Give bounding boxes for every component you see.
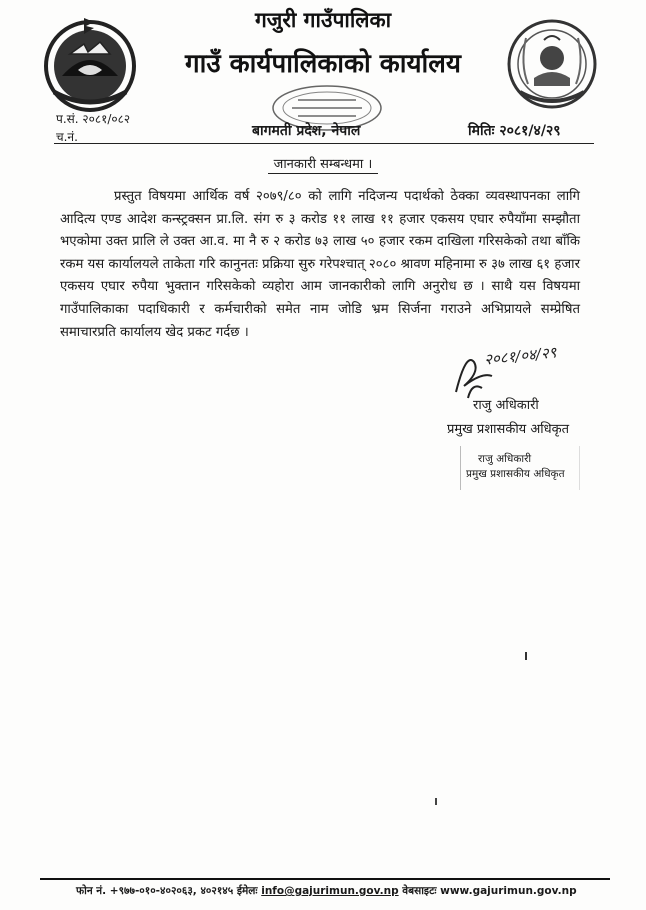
scan-mark bbox=[525, 652, 527, 660]
scan-mark bbox=[435, 798, 437, 805]
stamp-title: प्रमुख प्रशासकीय अधिकृत bbox=[466, 468, 565, 480]
municipality-name: गजुरी गाउँपालिका bbox=[254, 8, 392, 32]
reference-number: प.सं. २०८१/०८२ bbox=[56, 112, 131, 126]
subject-line bbox=[0, 154, 646, 172]
letter-date bbox=[468, 121, 561, 140]
footer-phone: फोन नं. +९७७-०१०-४०२०६३, ४०२१४५ bbox=[76, 885, 234, 897]
footer-divider bbox=[40, 878, 610, 880]
subject-text: जानकारी सम्बन्धमा । bbox=[268, 157, 379, 174]
signer-title: प्रमुख प्रशासकीय अधिकृत bbox=[447, 422, 570, 437]
date-value: २०८१/४/२९ bbox=[499, 123, 561, 139]
footer-email-label: ईमेलः bbox=[236, 885, 258, 897]
footer-website-label: वेबसाइटः bbox=[402, 885, 437, 897]
province-address: बागमती प्रदेश, नेपाल bbox=[252, 123, 361, 139]
footer-contact bbox=[76, 884, 577, 898]
footer-website-link[interactable]: www.gajurimun.gov.np bbox=[440, 885, 577, 897]
letter-body: प्रस्तुत विषयमा आर्थिक वर्ष २०७९/८० को लागि नदिजन्य पदार्थको ठेक्का व्यवस्थापनका लागि आदित्य एण्ड आदेश कन्स्ट्रक्सन प्रा.लि. संग रु ३ करोड ११ लाख ११ हजार एकसय एघार रुपैयाँमा सम्झौता भएकोमा उक्त प्रालि ले उक्त आ.व. मा नै रु २ करोड ७३ लाख ५० हजार रकम दाखिला गरिसकेको तथा बाँकि रकम यस कार्यालयले ताकेता गरि कानुनतः प्रक्रिया सुरु गरेपश्चात् २०८० श्रावण महिनामा रु ३७ लाख ६१ हजार एकसय एघार रुपैया भुक्तान गरिसकेको व्यहोरा आम जानकारीको लागि अनुरोध छ । साथै यस विषयमा गाउँपालिकाका पदाधिकारी र कर्मचारीको समेत नाम जोडि भ्रम सिर्जना गराउने अभिप्रायले सम्प्रेषित समाचारप्रति कार्यालय खेद प्रकट गर्दछ । bbox=[60, 189, 580, 340]
signer-name: राजु अधिकारी bbox=[473, 398, 539, 413]
date-label: मितिः bbox=[468, 123, 495, 139]
handwritten-date: २०८१/०४/२९ bbox=[483, 343, 558, 369]
dispatch-number: च.नं. bbox=[56, 130, 78, 144]
stamp-name: राजु अधिकारी bbox=[478, 453, 532, 465]
header-divider bbox=[54, 143, 594, 144]
footer-email-link[interactable]: info@gajurimun.gov.np bbox=[261, 885, 399, 897]
office-name: गाउँ कार्यपालिकाको कार्यालय bbox=[185, 49, 461, 79]
